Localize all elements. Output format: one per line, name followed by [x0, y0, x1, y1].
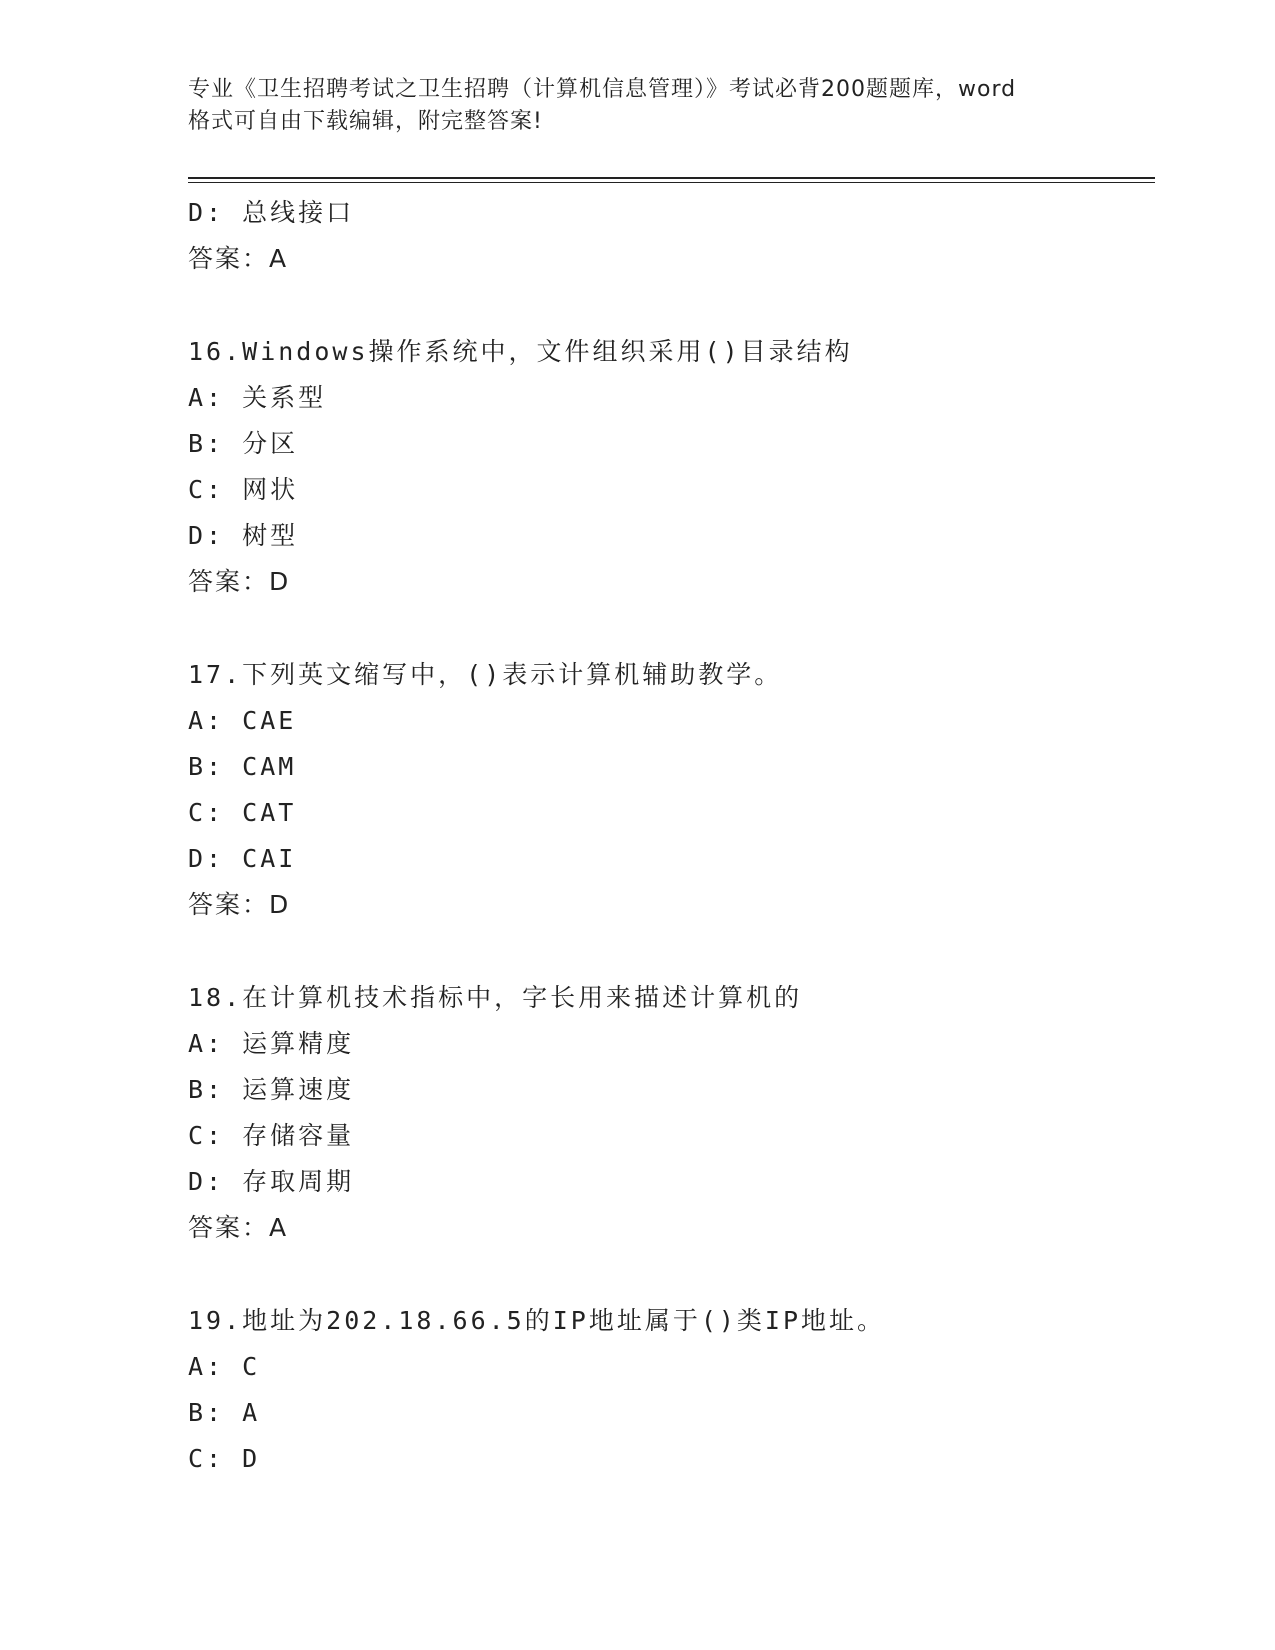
question-block-17	[188, 652, 1148, 928]
question-text: 16.Windows操作系统中，文件组织采用()目录结构	[188, 337, 853, 366]
question-text: 18.在计算机技术指标中，字长用来描述计算机的	[188, 983, 803, 1012]
option-c: C: D	[188, 1444, 261, 1473]
question-block-16	[188, 329, 1148, 605]
question-block-15	[188, 190, 1148, 282]
option-d: D: CAI	[188, 844, 297, 873]
option-a: A: 运算精度	[188, 1029, 355, 1058]
document-header	[188, 74, 1088, 138]
answer-line: 答案：A	[188, 1213, 289, 1242]
option-a: A: CAE	[188, 706, 297, 735]
answer-line: 答案：D	[188, 567, 291, 596]
option-a: A: C	[188, 1352, 261, 1381]
answer-line: 答案：D	[188, 890, 291, 919]
option-d: D: 存取周期	[188, 1167, 355, 1196]
option-c: C: CAT	[188, 798, 297, 827]
option-d: D: 总线接口	[188, 198, 355, 227]
header-line-2: 格式可自由下载编辑，附完整答案!	[188, 109, 543, 134]
answer-line: 答案：A	[188, 244, 289, 273]
option-b: B: CAM	[188, 752, 297, 781]
option-b: B: A	[188, 1398, 261, 1427]
question-text: 19.地址为202.18.66.5的IP地址属于()类IP地址。	[188, 1306, 886, 1335]
question-block-18	[188, 975, 1148, 1251]
option-a: A: 关系型	[188, 383, 327, 412]
header-rule-thick	[188, 177, 1155, 179]
question-list	[188, 190, 1148, 1482]
header-rule-thin	[188, 182, 1155, 183]
option-c: C: 存储容量	[188, 1121, 355, 1150]
question-block-19	[188, 1298, 1148, 1482]
option-c: C: 网状	[188, 475, 299, 504]
option-b: B: 分区	[188, 429, 299, 458]
option-d: D: 树型	[188, 521, 299, 550]
option-b: B: 运算速度	[188, 1075, 355, 1104]
question-text: 17.下列英文缩写中，()表示计算机辅助教学。	[188, 660, 783, 689]
header-line-1: 专业《卫生招聘考试之卫生招聘（计算机信息管理）》考试必背200题题库，word	[188, 77, 1017, 102]
